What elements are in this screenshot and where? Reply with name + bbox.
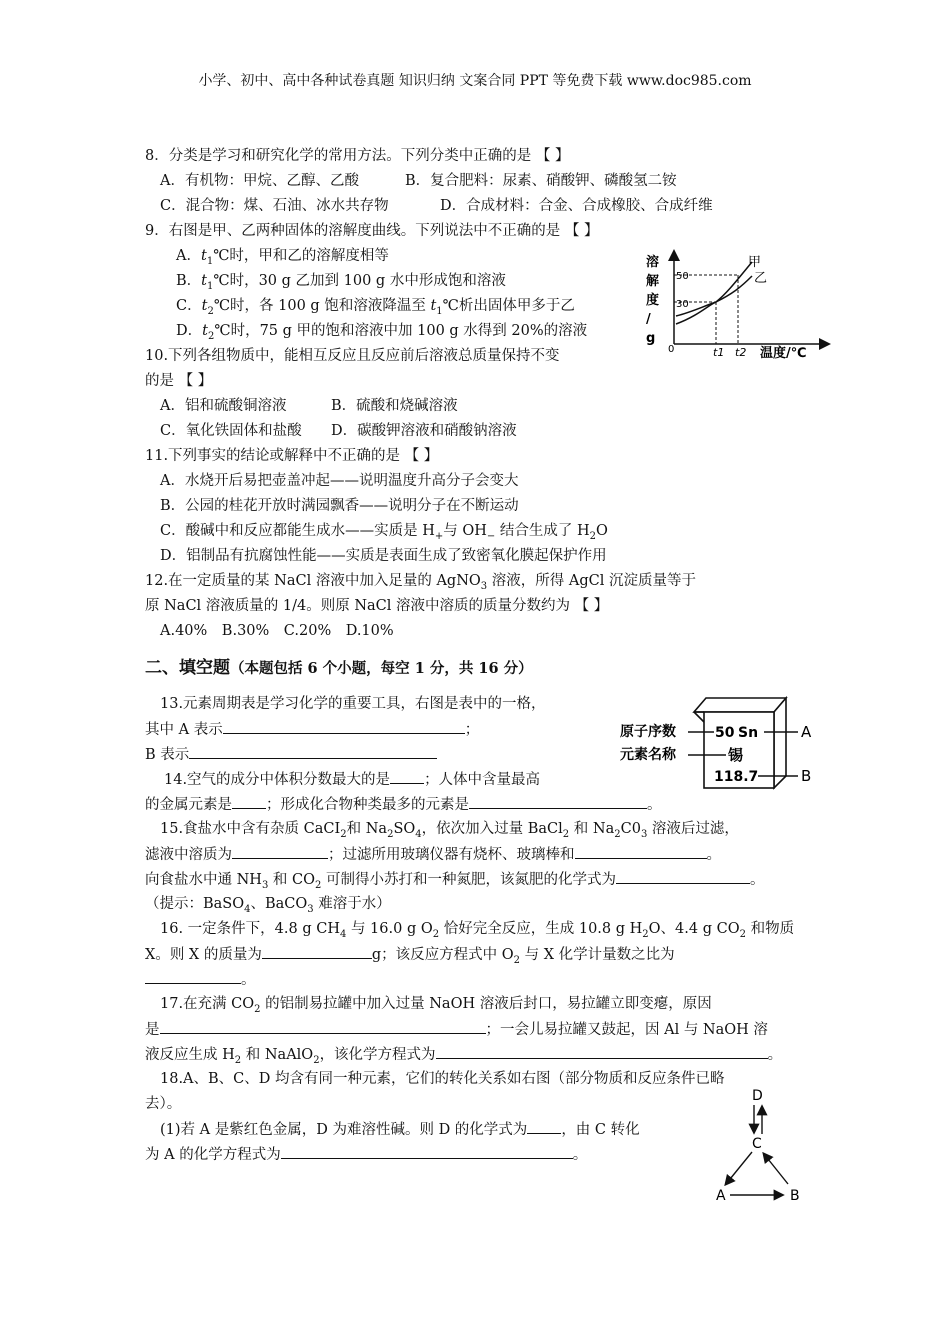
q14-line1: 14.空气的成分中体积分数最大的是 ；人体中含量最高 [164,769,540,790]
q13-blank-b[interactable] [189,744,437,759]
cell-label-number: 原子序数 [620,724,676,740]
q13-line1: 13.元素周期表是学习化学的重要工具，右图是表中的一格， [160,696,546,712]
q10-option-b: B．硫酸和烧碱溶液 [331,398,458,414]
q9-option-a: A．$t_1℃$时，甲和乙的溶解度相等 [176,248,389,267]
cell-element-name: 锡 [728,746,744,764]
cell-label-a: A [801,723,812,741]
q11-option-b: B．公园的桂花开放时满园飘香——说明分子在不断运动 [160,498,519,514]
cell-atomic-number: 50 [715,725,735,741]
origin-label: 0 [668,344,675,355]
q16-blank-2[interactable] [145,969,241,984]
cell-side-face [774,698,786,788]
q16-blank-1[interactable] [262,944,372,959]
node-a: A [716,1188,726,1204]
y-axis-label-char: 度 [646,293,660,308]
q15-blank-3[interactable] [616,869,750,884]
q15-line4: （提示：BaSO$_4$、BaCO$_3$ 难溶于水） [145,896,391,915]
q10-option-a: A．铝和硫酸铜溶液 [160,398,287,414]
q14-blank-3[interactable] [469,794,647,809]
q8-option-a: A．有机物：甲烷、乙醇、乙酸 [160,173,359,189]
q15-blank-2[interactable] [575,844,707,859]
q9-option-b: B．$t_1℃$时，30 g 乙加到 100 g 水中形成饱和溶液 [176,273,506,292]
conversion-diagram [708,1084,808,1206]
y-tick-50: 50 [676,271,689,282]
q9-stem: 9．右图是甲、乙两种固体的溶解度曲线。下列说法中不正确的是 【 】 [145,223,599,239]
q8-option-b: B．复合肥料：尿素、硝酸钾、磷酸氢二铵 [405,173,677,189]
q16-line1: 16. 一定条件下，4.8 g $CH_4$ 与 16.0 g $O_2$ 恰好完全反应，生成 10.8 g $H_2O$、4.4 g $CO_2$ 和物质 [160,921,795,940]
x-axis-label: 温度/℃ [760,346,807,361]
legend-jia: 甲 [748,255,762,270]
cell-top-face [694,698,786,712]
cell-label-b: B [801,767,812,785]
y-tick-30: 30 [676,299,689,310]
q12-options: A.40% B.30% C.20% D.10% [160,623,394,639]
q10-stem-line1: 10.下列各组物质中，能相互反应且反应前后溶液总质量保持不变 [145,348,560,364]
q13-line3: B 表示 [145,744,437,765]
x-tick-t1: t1 [713,346,725,359]
q17-line3: 液反应生成 $H_2$ 和 NaAlO$_2$，该化学方程式为 。 [145,1044,782,1071]
q14-blank-1[interactable] [390,769,424,784]
node-d: D [752,1088,763,1104]
element-cell-figure [618,692,818,790]
y-axis-label [646,254,660,346]
q12-stem-line2: 原 NaCl 溶液质量的 1/4。则原 NaCl 溶液中溶质的质量分数约为 【 】 [145,598,609,614]
q11-option-d: D．铝制品有抗腐蚀性能——实质是表面生成了致密氧化膜起保护作用 [160,548,607,564]
q11-stem: 11.下列事实的结论或解释中不正确的是 【 】 [145,448,439,464]
y-axis-label-char: 解 [646,274,660,289]
q16-line2: X。则 X 的质量为 g；该反应方程式中 $O_2$ 与 X 化学计量数之比为 [145,944,675,971]
section-title: 二、填空题（本题包括 6 个小题，每空 1 分，共 16 分） [145,658,533,678]
q11-option-c: C．酸碱中和反应都能生成水——实质是 $H_+$与 $OH_-$ 结合生成了 $H_2O$ [160,523,608,542]
node-b: B [790,1188,800,1204]
q15-line2: 滤液中溶质为 ；过滤所用玻璃仪器有烧杯、玻璃棒和 。 [145,844,721,865]
q17-line1: 17.在充满 $CO_2$ 的铝制易拉罐中加入过量 NaOH 溶液后封口，易拉罐立即变瘪，原因 [160,996,712,1015]
q8-option-c: C．混合物：煤、石油、冰水共存物 [160,198,389,214]
q10-option-d: D．碳酸钾溶液和硝酸钠溶液 [331,423,517,439]
q9-option-c: C．$t_2℃$时，各 100 g 饱和溶液降温至 $t_1℃$析出固体甲多于乙 [176,298,575,317]
q15-line3: 向食盐水中通 $NH_3$ 和 $CO_2$ 可制得小苏打和一种氮肥，该氮肥的化学式为 。 [145,869,765,896]
x-tick-t2: t2 [735,346,747,359]
q15-blank-1[interactable] [232,844,328,859]
q17-blank-1[interactable] [160,1019,486,1034]
q18-line2: 去）。 [145,1096,182,1112]
q14-line2: 的金属元素是 ；形成化合物种类最多的元素是 。 [145,794,662,815]
q13-line2: 其中 A 表示 ； [145,719,479,740]
y-axis-label-char: 溶 [646,255,660,270]
q16-line3: 。 [145,969,256,990]
q10-stem-line2: 的是 【 】 [145,373,213,389]
y-axis-label-char: / [646,312,651,327]
cell-symbol: Sn [738,725,759,741]
q13-blank-a[interactable] [223,719,465,734]
series-line-yi [676,276,752,316]
q17-line2: 是 ；一会儿易拉罐又鼓起，因 Al 与 NaOH 溶 [145,1019,768,1040]
node-c: C [752,1136,762,1152]
q9-option-d: D．$t_2℃$时，75 g 甲的饱和溶液中加 100 g 水得到 20%的溶液 [176,323,588,342]
legend-yi: 乙 [754,271,768,286]
q18-blank-2[interactable] [281,1144,573,1159]
q10-option-c: C．氧化铁固体和盐酸 [160,423,302,439]
q17-blank-2[interactable] [436,1044,768,1059]
q15-line1: 15.食盐水中含有杂质 CaCI$_2$和 $Na_2SO_4$，依次加入过量 BaCl$_2$ 和 $Na_2C0_3$ 溶液后过滤， [160,821,739,840]
q18-blank-1[interactable] [527,1119,561,1134]
q18-line4: 为 A 的化学方程式为 。 [145,1144,587,1165]
cell-label-name: 元素名称 [620,747,676,763]
q12-stem-line1: 12.在一定质量的某 NaCl 溶液中加入足量的 AgNO$_3$ 溶液，所得 AgCl 沉淀质量等于 [145,573,696,592]
y-axis-label-char: g [646,331,656,346]
q8-option-d: D．合成材料：合金、合成橡胶、合成纤维 [440,198,713,214]
page-header: 小学、初中、高中各种试卷真题 知识归纳 文案合同 PPT 等免费下载 www.doc985.com [198,73,752,89]
q18-line3: (1)若 A 是紫红色金属，D 为难溶性碱。则 D 的化学式为 ，由 C 转化 [160,1119,640,1140]
cell-atomic-mass: 118.7 [714,769,759,785]
q14-blank-2[interactable] [232,794,266,809]
solubility-chart [640,244,840,364]
q8-stem: 8．分类是学习和研究化学的常用方法。下列分类中正确的是 【 】 [145,148,570,164]
q11-option-a: A．水烧开后易把壶盖冲起——说明温度升高分子会变大 [160,473,519,489]
q18-line1: 18.A、B、C、D 均含有同一种元素，它们的转化关系如右图（部分物质和反应条件已略 [160,1071,725,1087]
